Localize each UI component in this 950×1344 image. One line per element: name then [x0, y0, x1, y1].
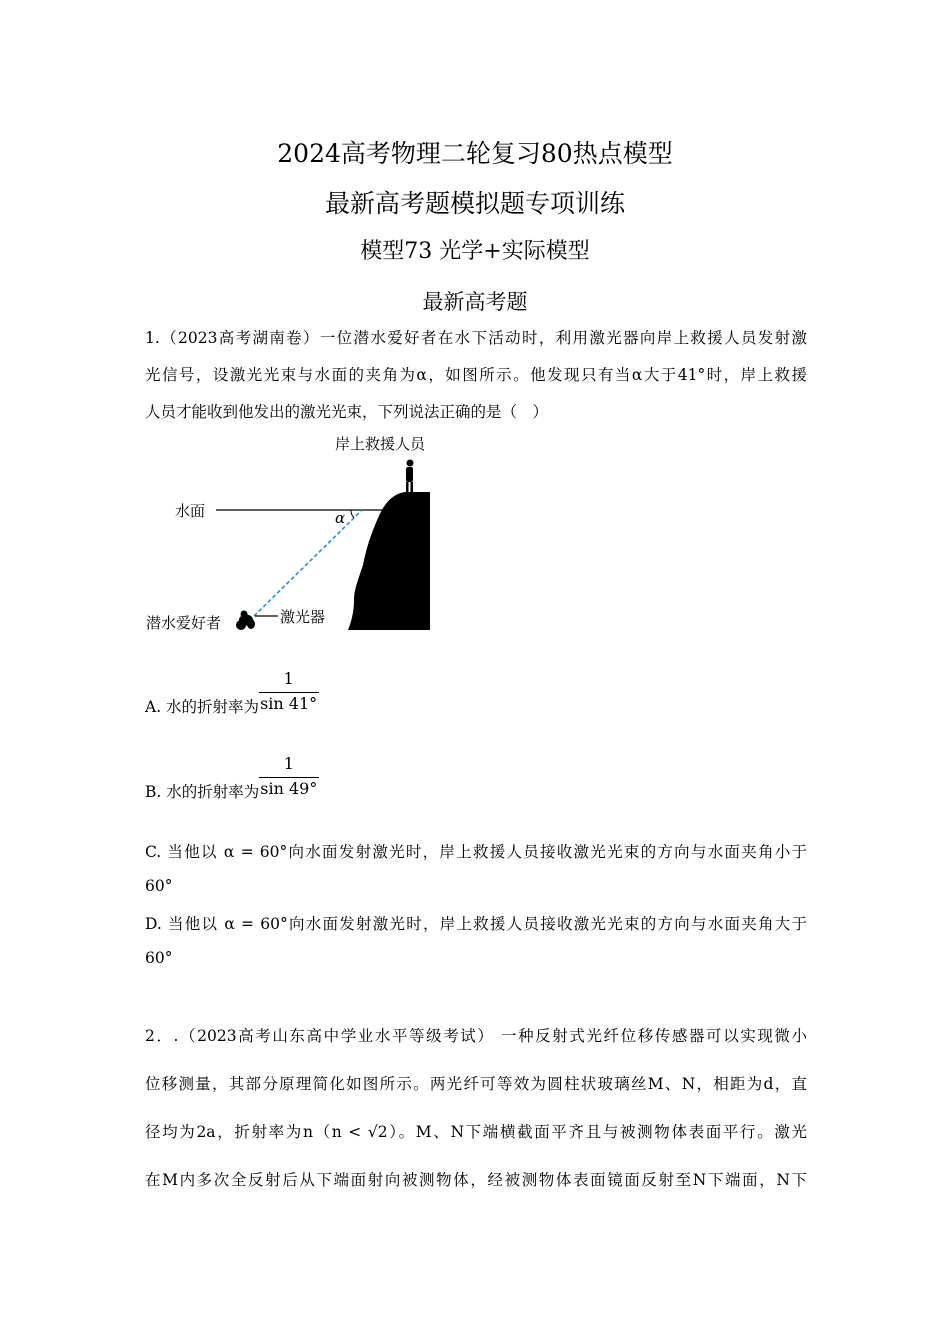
question-1-line: 1.（2023高考湖南卷）一位潜水爱好者在水下活动时，利用激光器向岸上救援人员发射激	[145, 329, 807, 347]
option-a-fraction-bar	[259, 692, 319, 693]
rescuer-figure-icon	[406, 460, 414, 493]
document-title: 2024高考物理二轮复习80热点模型	[277, 139, 673, 168]
question-1-line: 人员才能收到他发出的激光光束，下列说法正确的是（ ）	[145, 403, 549, 421]
question-2-line: 位移测量，其部分原理简化如图所示。两光纤可等效为圆柱状玻璃丝M、N，相距为d，直	[145, 1075, 807, 1093]
option-c-line-1: C. 当他以 α = 60°向水面发射激光时，岸上救援人员接收激光光束的方向与水面夹角小于	[145, 843, 807, 861]
option-d-line-1: D. 当他以 α = 60°向水面发射激光时，岸上救援人员接收激光光束的方向与水面夹角大于	[145, 915, 807, 933]
laser-label: 激光器	[280, 608, 326, 626]
option-a-denominator: sin 41°	[260, 694, 318, 713]
option-b-numerator: 1	[283, 754, 294, 773]
question-2-line: 径均为2a，折射率为n（n < √2）。M、N下端横截面平齐且与被测物体表面平行。激光	[145, 1123, 807, 1141]
rescuer-label: 岸上救援人员	[335, 435, 426, 453]
question-1-line: 光信号，设激光光束与水面的夹角为α，如图所示。他发现只有当α大于41°时，岸上救援	[145, 366, 807, 384]
question-1-figure	[140, 428, 450, 638]
option-a-label: A. 水的折射率为	[145, 698, 260, 716]
option-a-numerator: 1	[283, 669, 294, 688]
option-b-fraction-bar	[259, 777, 319, 778]
cliff-shape	[348, 492, 430, 630]
question-1-text	[145, 320, 807, 431]
diver-icon	[236, 611, 255, 631]
option-b-denominator: sin 49°	[260, 779, 318, 798]
laser-beam	[254, 510, 362, 616]
diver-label: 潜水爱好者	[146, 614, 222, 632]
angle-alpha-label: α	[335, 509, 346, 527]
angle-arc	[351, 510, 354, 518]
option-b-label: B. 水的折射率为	[145, 783, 260, 801]
water-surface-label: 水面	[175, 502, 206, 520]
model-title: 模型73 光学+实际模型	[360, 239, 590, 264]
option-d-line-2: 60°	[145, 949, 173, 967]
question-2-line: 在M内多次全反射后从下端面射向被测物体，经被测物体表面镜面反射至N下端面，N下	[145, 1171, 807, 1189]
document-subtitle: 最新高考题模拟题专项训练	[324, 189, 625, 218]
section-heading: 最新高考题	[422, 290, 528, 314]
question-2-line: 2．.（2023高考山东高中学业水平等级考试） 一种反射式光纤位移传感器可以实现微小	[145, 1027, 807, 1045]
option-c-line-2: 60°	[145, 877, 173, 895]
question-2-text	[145, 1012, 807, 1204]
